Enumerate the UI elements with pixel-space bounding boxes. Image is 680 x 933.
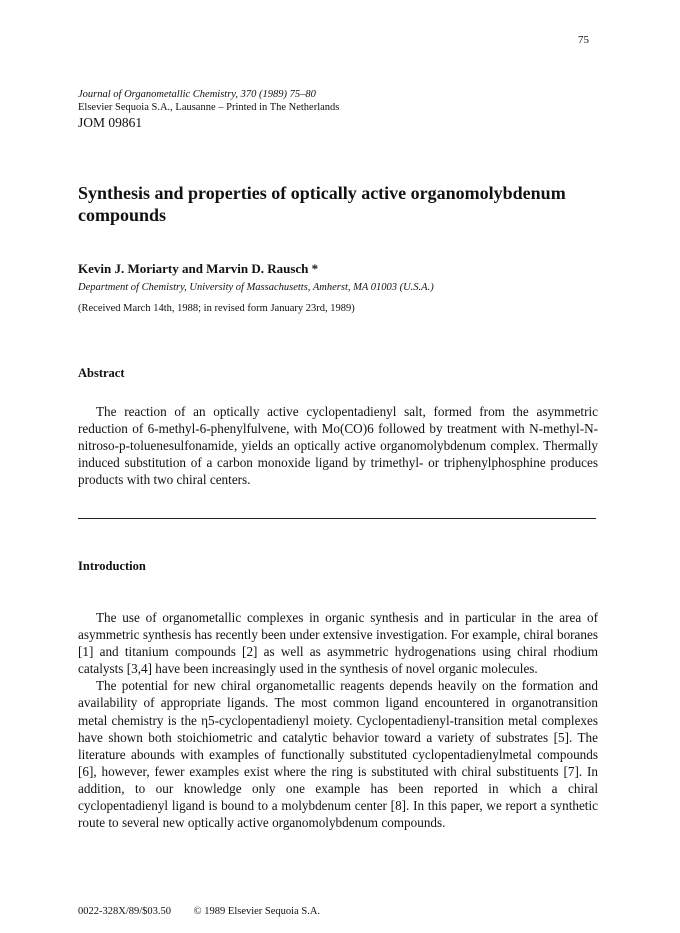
jom-id: JOM 09861 [78,115,143,130]
journal-info [78,88,339,114]
authors: Kevin J. Moriarty and Marvin D. Rausch * [78,261,319,276]
intro-paragraph-1: The use of organometallic complexes in organic synthesis and in particular in the area of asymmetric synthesis has recently been under extensive investigation. For example, chiral boranes [1] and titanium compounds [2] as well as asymmetric hydrogenations using chiral rhodium catalysts [3,4] have been increasingly used in the synthesis of novel organic molecules. [78,610,598,677]
affiliation: Department of Chemistry, University of Massachusetts, Amherst, MA 01003 (U.S.A.) [78,282,434,293]
introduction-body [78,609,598,831]
article-code: 0022-328X/89/$03.50 [78,906,172,917]
introduction-heading: Introduction [78,559,146,573]
copyright-notice: © 1989 Elsevier Sequoia S.A. [193,906,321,917]
page-number: 75 [578,34,589,46]
abstract-paragraph: The reaction of an optically active cyclopentadienyl salt, formed from the asymmetric reduction of 6-methyl-6-phenylfulvene, with Mo(CO)6 followed by treatment with N-methyl-N-nitroso-p-toluenesulfonamide, yields an optically active organomolybdenum complex. Thermally induced substitution of a carbon monoxide ligand by trimethyl- or triphenylphosphine produces products with two chiral centers. [78,404,598,488]
journal-citation: Journal of Organometallic Chemistry, 370 (1989) 75–80 [78,89,316,100]
abstract-body [78,403,598,488]
page-footer [78,906,340,917]
publisher-line: Elsevier Sequoia S.A., Lausanne – Printed in The Netherlands [78,102,340,113]
paper-title: Synthesis and properties of optically active organomolybdenum compounds [78,183,566,225]
intro-paragraph-2: The potential for new chiral organometallic reagents depends heavily on the formation and availability of appropriate ligands. The most common ligand encountered in organotransition metal chemistry is the η5-cyclopentadienyl moiety. Cyclopentadienyl-transition metal complexes have shown both stoichiometric and catalytic behavior toward a variety of substrates [5]. The literature abounds with examples of functionally substituted cyclopentadienylmetal compounds [6], however, fewer examples exist where the ring is substituted with chiral substituents [7]. In addition, to our knowledge only one example has been reported in which a chiral cyclopentadienyl ligand is bound to a molybdenum center [8]. In this paper, we report a synthetic route to several new optically active organomolybdenum compounds. [78,678,598,831]
abstract-heading: Abstract [78,366,125,380]
section-divider [78,518,596,519]
received-dates: (Received March 14th, 1988; in revised form January 23rd, 1989) [78,303,355,314]
